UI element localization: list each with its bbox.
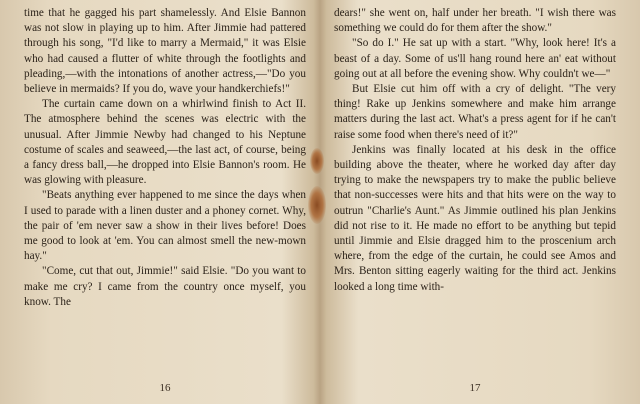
right-paragraph-1: dears!" she went on, half under her breath. "I wish there was something we could do for them after the show." [334,7,616,35]
left-paragraph-1: time that he gagged his part shamelessly. And Elsie Bannon was not slow in playing up to him. After Jimmie had pattered through his song, "I'd like to marry a Mermaid," it was Elsie who had caused a flutter of white through the footlights and pleading,—with the intonations of another actress,—"Do you believe in mermaids? If you do, wave your handkerchiefs!" [24,7,306,96]
right-paragraph-3: But Elsie cut him off with a cry of delight. "The very thing! Rake up Jenkins somewhere and make him arrange matters during the last act. What's a press agent for if he can't raise some food when there's need of it?" [334,83,616,141]
left-paragraph-2: The curtain came down on a whirlwind finish to Act II. The atmosphere behind the scenes was electric with the unusual. After Jimmie Newby had changed to his Neptune costume of scales and seaweed,—the last act, of course, being a fancy dress ball,—he dropped into Elsie Bannon's room. He was glowing with pleasure. [24,98,306,187]
right-paragraph-2: "So do I." He sat up with a start. "Why, look here! It's a beast of a day. Some of us'll hang round here an' eat without going out at all before the evening show. Why couldn't we—" [334,37,616,80]
left-page-number: 16 [159,382,171,394]
rust-stain-upper [310,148,324,174]
right-page-number: 17 [469,382,481,394]
left-paragraph-3: "Beats anything ever happened to me since the days when I used to parade with a linen duster and a phoney cornet. Why, the pair of 'em never saw a show in their lives before! Does me good to look at 'em. You can almost smell the new-mown hay." [24,189,306,263]
rust-stain-lower [308,186,326,224]
right-page [334,6,616,398]
left-paragraph-4: "Come, cut that out, Jimmie!" said Elsie. "Do you want to make me cry? I came from the country once myself, you know. The [24,265,306,308]
right-paragraph-4: Jenkins was finally located at his desk in the office building above the theater, where he worked day after day trying to make the newspapers try to make the public believe that non-successes were hits and that hits were on the way to outrun "Charlie's Aunt." As Jimmie outlined his plan Jenkins did not rise to it. He made no effort to be anything but tepid until Jimmie and Elsie dragged him to the proscenium arch where, from the edge of the curtain, he could see Amos and Mrs. Benton sitting eagerly waiting for the third act. Jenkins looked a long time with- [334,143,616,293]
left-page [24,6,306,398]
